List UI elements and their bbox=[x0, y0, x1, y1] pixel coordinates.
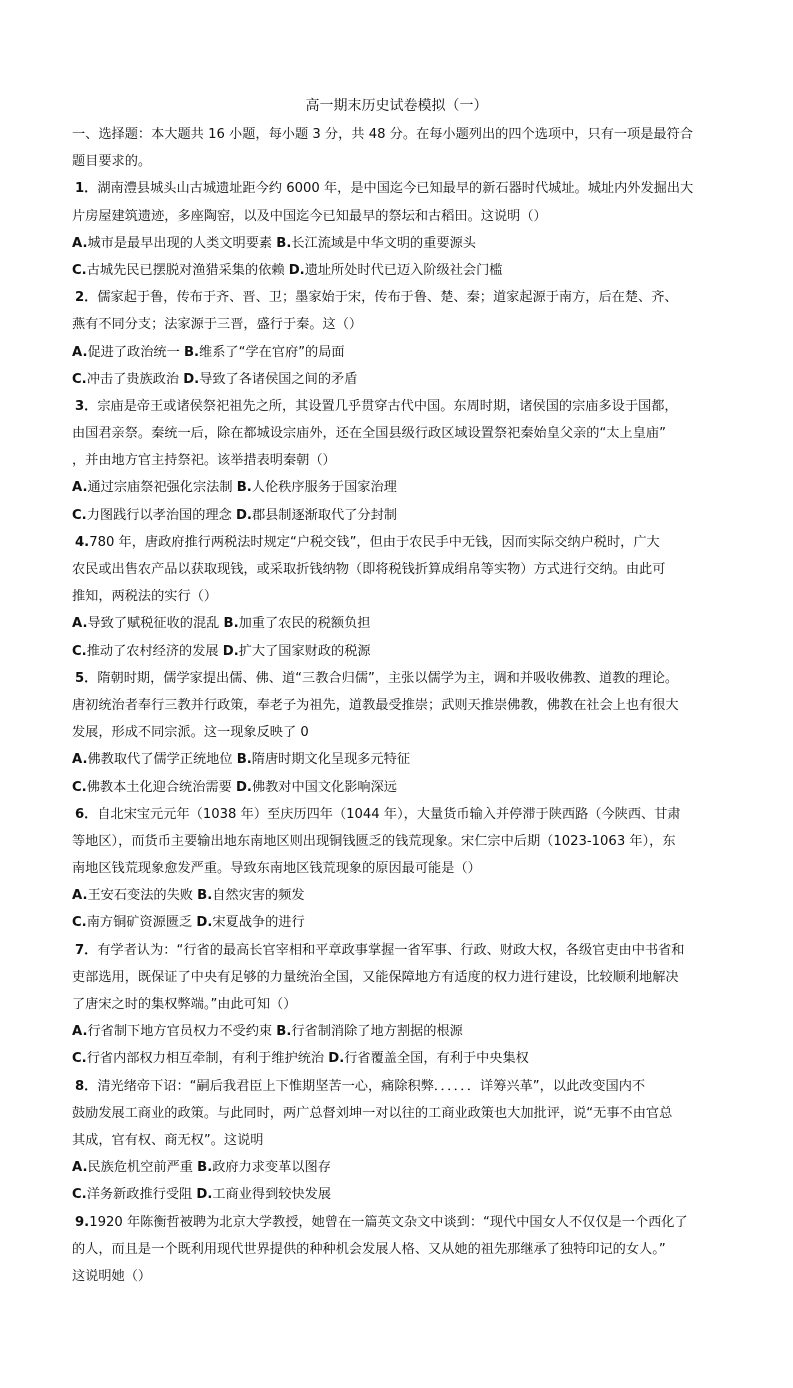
option-row bbox=[72, 257, 722, 284]
question-stem-line bbox=[72, 583, 722, 610]
option-key: A. bbox=[72, 480, 88, 496]
answer-option[interactable] bbox=[237, 752, 410, 767]
question-block bbox=[72, 1073, 722, 1209]
answer-option[interactable] bbox=[72, 508, 236, 523]
option-key: D. bbox=[235, 507, 252, 523]
option-key: D. bbox=[235, 779, 252, 795]
option-key: B. bbox=[236, 752, 252, 768]
option-text: 导致了赋税征收的混乱 bbox=[87, 616, 224, 632]
question-number: 2． bbox=[75, 290, 98, 306]
option-row bbox=[72, 746, 722, 773]
answer-option[interactable] bbox=[276, 236, 476, 251]
question-stem-line bbox=[72, 175, 722, 202]
question-stem-text: 鼓励发展工商业的政策。与此同时，两广总督刘坤一对以往的工商业政策也大加批评，说“无事不由官总 bbox=[72, 1105, 673, 1121]
option-key: C. bbox=[72, 915, 87, 931]
answer-option[interactable] bbox=[72, 236, 276, 251]
option-row bbox=[72, 909, 722, 936]
option-text: 行省制下地方官员权力不受约束 bbox=[87, 1024, 277, 1040]
option-row bbox=[72, 1018, 722, 1045]
question-stem-line bbox=[72, 855, 722, 882]
question-stem-line bbox=[72, 801, 722, 828]
question-stem-line bbox=[72, 311, 722, 338]
question-stem-text: 有学者认为：“行省的最高长官宰相和平章政事掌握一省军事、行政、财政大权，各级官吏由中书省和 bbox=[97, 942, 685, 958]
option-text: 佛教对中国文化影响深远 bbox=[251, 779, 397, 795]
option-text: 佛教本土化迎合统治需要 bbox=[86, 779, 236, 795]
option-text: 通过宗庙祭祀强化宗法制 bbox=[87, 480, 237, 496]
question-stem-text: 推知，两税法的实行（） bbox=[72, 589, 218, 605]
option-text: 扩大了国家财政的税源 bbox=[238, 643, 371, 659]
question-number: 5． bbox=[75, 670, 98, 686]
question-block bbox=[72, 393, 722, 529]
option-key: D. bbox=[222, 643, 239, 659]
question-stem-text: 宗庙是帝王或诸侯祭祀祖先之所，其设置几乎贯穿古代中国。东周时期，诸侯国的宗庙多设于国都， bbox=[97, 398, 678, 414]
question-stem-line bbox=[72, 1073, 722, 1100]
answer-option[interactable] bbox=[72, 888, 197, 903]
question-stem-line bbox=[72, 393, 722, 420]
question-stem-text: 780 年，唐政府推行两税法时规定“户税交钱”，但由于农民手中无钱，因而实际交纳户税时，广大 bbox=[89, 534, 660, 550]
question-stem-line bbox=[72, 1263, 722, 1290]
option-key: D. bbox=[196, 1187, 213, 1203]
option-row bbox=[72, 339, 722, 366]
answer-option[interactable] bbox=[197, 888, 304, 903]
question-stem-text: 农民或出售农产品以获取现钱，或采取折钱纳物（即将税钱折算成绢帛等实物）方式进行交纳。由此可 bbox=[72, 562, 666, 577]
option-key: B. bbox=[197, 888, 213, 904]
question-number: 1． bbox=[75, 181, 98, 197]
option-key: B. bbox=[223, 616, 239, 632]
option-text: 力图践行以孝治国的理念 bbox=[86, 507, 236, 523]
answer-option[interactable] bbox=[72, 372, 183, 387]
question-stem-line bbox=[72, 1209, 722, 1236]
question-block bbox=[72, 175, 722, 284]
question-stem-line bbox=[72, 1236, 722, 1263]
option-key: A. bbox=[72, 235, 88, 251]
answer-option[interactable] bbox=[236, 508, 397, 523]
answer-option[interactable] bbox=[72, 780, 236, 795]
question-stem-text: 片房屋建筑遗迹，多座陶窑，以及中国迄今已知最早的祭坛和古稻田。这说明（） bbox=[72, 208, 547, 224]
option-key: C. bbox=[72, 643, 87, 659]
option-row bbox=[72, 1045, 722, 1072]
question-stem-text: 吏部选用，既保证了中央有足够的力量统治全国，又能保障地方有适度的权力进行建设，比较顺利地解决 bbox=[72, 969, 679, 985]
section-header-line: 一、选择题：本大题共 16 小题，每小题 3 分，共 48 分。在每小题列出的四个选项中，只有一项是最符合 bbox=[72, 127, 693, 142]
answer-option[interactable] bbox=[72, 1051, 328, 1066]
question-number: 6． bbox=[75, 806, 98, 822]
answer-option[interactable] bbox=[237, 480, 397, 495]
answer-option[interactable] bbox=[72, 263, 289, 278]
answer-option[interactable] bbox=[289, 263, 503, 278]
option-key: D. bbox=[288, 262, 305, 278]
answer-option[interactable] bbox=[236, 780, 397, 795]
option-key: B. bbox=[276, 1024, 292, 1040]
answer-option[interactable] bbox=[224, 616, 371, 631]
option-text: 古城先民已摆脱对渔猎采集的依赖 bbox=[86, 262, 289, 278]
question-stem-line bbox=[72, 964, 722, 991]
option-text: 人伦秩序服务于国家治理 bbox=[251, 480, 397, 496]
option-row bbox=[72, 502, 722, 529]
question-stem-line bbox=[72, 665, 722, 692]
question-number: 9. bbox=[75, 1214, 90, 1230]
question-stem-line bbox=[72, 991, 722, 1018]
question-stem-text: 1920 年陈衡哲被聘为北京大学教授，她曾在一篇英文杂文中谈到：“现代中国女人不仅仅是一个西化了 bbox=[89, 1214, 688, 1230]
section-header-line: 题目要求的。 bbox=[72, 154, 152, 170]
option-text: 导致了各诸侯国之间的矛盾 bbox=[199, 371, 358, 387]
question-stem-text: 南地区钱荒现象愈发严重。导致东南地区钱荒现象的原因最可能是（） bbox=[72, 861, 481, 877]
question-stem-line bbox=[72, 447, 722, 474]
answer-option[interactable] bbox=[197, 1160, 331, 1175]
question-stem-line bbox=[72, 420, 722, 447]
option-text: 行省内部权力相互牵制，有利于维护统治 bbox=[86, 1051, 329, 1067]
question-number: 3． bbox=[75, 398, 98, 414]
question-stem-line bbox=[72, 529, 722, 556]
option-text: 政府力求变革以图存 bbox=[212, 1160, 331, 1176]
question-stem-text: ，并由地方官主持祭祀。该举措表明秦朝（） bbox=[72, 453, 336, 469]
option-text: 遗址所处时代已迈入阶级社会门槛 bbox=[304, 262, 503, 278]
option-key: B. bbox=[276, 235, 292, 251]
option-key: C. bbox=[72, 262, 87, 278]
option-text: 自然灾害的频发 bbox=[212, 888, 305, 904]
question-stem-line bbox=[72, 1100, 722, 1127]
option-key: D. bbox=[183, 371, 200, 387]
question-stem-text: 儒家起于鲁，传布于齐、晋、卫；墨家始于宋，传布于鲁、楚、秦；道家起源于南方，后在楚、齐、 bbox=[97, 290, 678, 306]
question-stem-line bbox=[72, 692, 722, 719]
answer-option[interactable] bbox=[196, 915, 304, 930]
question-stem-line bbox=[72, 203, 722, 230]
option-text: 城市是最早出现的人类文明要素 bbox=[87, 235, 277, 251]
option-row bbox=[72, 610, 722, 637]
option-text: 冲击了贵族政治 bbox=[86, 371, 184, 387]
answer-option[interactable] bbox=[183, 372, 357, 387]
option-text: 促进了政治统一 bbox=[87, 344, 184, 360]
option-key: C. bbox=[72, 371, 87, 387]
question-number: 7． bbox=[75, 942, 98, 958]
question-stem-text: 湖南澧县城头山古城遗址距今约 6000 年，是中国迄今已知最早的新石器时代城址。城址内外发掘出大 bbox=[97, 181, 694, 197]
question-stem-text: 的人，而且是一个既利用现代世界提供的种种机会发展人格、又从她的祖先那继承了独特印记的女人。” bbox=[72, 1241, 666, 1257]
option-row bbox=[72, 1154, 722, 1181]
answer-option[interactable] bbox=[72, 480, 237, 495]
answer-option[interactable] bbox=[72, 644, 223, 659]
option-key: A. bbox=[72, 1160, 88, 1176]
question-block bbox=[72, 937, 722, 1073]
question-stem-text: 燕有不同分支；法家源于三晋，盛行于秦。这（） bbox=[72, 317, 363, 333]
option-text: 王安石变法的失败 bbox=[87, 888, 198, 904]
question-stem-line bbox=[72, 719, 722, 746]
question-stem-line bbox=[72, 828, 722, 855]
question-stem-text: 隋朝时期，儒学家提出儒、佛、道“三教合归儒”，主张以儒学为主，调和并吸收佛教、道教的理论。 bbox=[97, 670, 679, 686]
question-stem-text: 其成，官有权、商无权”。这说明 bbox=[72, 1132, 264, 1148]
question-block bbox=[72, 1209, 722, 1291]
answer-option[interactable] bbox=[196, 1187, 331, 1202]
option-text: 洋务新政推行受阻 bbox=[86, 1187, 197, 1203]
question-stem-text: 发展，形成不同宗派。这一现象反映了 0 bbox=[72, 725, 309, 741]
option-text: 南方铜矿资源匮乏 bbox=[86, 915, 197, 931]
option-key: B. bbox=[183, 344, 200, 360]
question-number: 8． bbox=[75, 1078, 98, 1094]
option-row bbox=[72, 774, 722, 801]
question-block bbox=[72, 529, 722, 665]
option-key: A. bbox=[72, 616, 88, 632]
page-title: 高一期末历史试卷模拟（一） bbox=[305, 98, 488, 114]
option-text: 郡县制逐渐取代了分封制 bbox=[251, 507, 397, 523]
option-text: 加重了农民的税额负担 bbox=[238, 616, 371, 632]
option-text: 维系了“学在官府”的局面 bbox=[199, 344, 345, 360]
question-stem-text: 自北宋宝元元年（1038 年）至庆历四年（1044 年），大量货币输入并停滞于陕西路（今陕西、甘肃 bbox=[97, 806, 681, 822]
answer-option[interactable] bbox=[72, 1024, 276, 1039]
question-list bbox=[72, 121, 722, 1290]
question-block bbox=[72, 284, 722, 393]
answer-option[interactable] bbox=[72, 1187, 196, 1202]
option-text: 行省覆盖全国，有利于中央集权 bbox=[344, 1051, 529, 1067]
option-text: 宋夏战争的进行 bbox=[212, 915, 305, 931]
question-stem-text: 清光绪帝下诏：“嗣后我君臣上下惟期坚苦一心，痛除积弊．．．．．．详筹兴革”，以此改变国内不 bbox=[97, 1078, 646, 1094]
option-key: B. bbox=[197, 1160, 213, 1176]
option-text: 工商业得到较快发展 bbox=[212, 1187, 332, 1203]
option-row bbox=[72, 882, 722, 909]
answer-option[interactable] bbox=[72, 752, 237, 767]
option-row bbox=[72, 230, 722, 257]
option-row bbox=[72, 638, 722, 665]
option-text: 民族危机空前严重 bbox=[87, 1160, 198, 1176]
question-stem-text: 唐初统治者奉行三教并行政策，奉老子为祖先，道教最受推崇；武则天推崇佛教，佛教在社会上也有很大 bbox=[72, 697, 679, 713]
option-key: C. bbox=[72, 1187, 87, 1203]
answer-option[interactable] bbox=[72, 1160, 197, 1175]
question-stem-line bbox=[72, 284, 722, 311]
question-number: 4. bbox=[75, 534, 90, 550]
option-key: A. bbox=[72, 1024, 88, 1040]
option-key: C. bbox=[72, 507, 87, 523]
question-stem-text: 等地区），而货币主要输出地东南地区则出现铜钱匮乏的钱荒现象。宋仁宗中后期（1023-1063 年），东 bbox=[72, 833, 676, 849]
question-stem-line bbox=[72, 937, 722, 964]
option-text: 推动了农村经济的发展 bbox=[86, 643, 223, 659]
option-text: 隋唐时期文化呈现多元特征 bbox=[251, 752, 411, 768]
answer-option[interactable] bbox=[223, 644, 371, 659]
option-key: A. bbox=[72, 888, 88, 904]
question-block bbox=[72, 665, 722, 801]
option-text: 行省制消除了地方割据的根源 bbox=[291, 1024, 463, 1040]
answer-option[interactable] bbox=[276, 1024, 463, 1039]
option-key: D. bbox=[328, 1051, 345, 1067]
option-text: 长江流域是中华文明的重要源头 bbox=[291, 235, 476, 251]
option-text: 佛教取代了儒学正统地位 bbox=[87, 752, 237, 768]
answer-option[interactable] bbox=[328, 1051, 529, 1066]
option-key: B. bbox=[236, 480, 252, 496]
answer-option[interactable] bbox=[72, 345, 184, 360]
question-stem-text: 这说明她（） bbox=[72, 1268, 152, 1284]
question-stem-text: 了唐宋之时的集权弊端。”由此可知（） bbox=[72, 997, 297, 1012]
answer-option[interactable] bbox=[72, 616, 224, 631]
option-row bbox=[72, 474, 722, 501]
option-key: A. bbox=[72, 344, 88, 360]
question-stem-line bbox=[72, 556, 722, 583]
option-key: A. bbox=[72, 752, 88, 768]
option-row bbox=[72, 366, 722, 393]
answer-option[interactable] bbox=[184, 345, 345, 360]
option-key: D. bbox=[196, 915, 213, 931]
answer-option[interactable] bbox=[72, 915, 196, 930]
option-key: C. bbox=[72, 779, 87, 795]
question-block bbox=[72, 801, 722, 937]
option-row bbox=[72, 1181, 722, 1208]
question-stem-text: 由国君亲祭。秦统一后，除在都城设宗庙外，还在全国县级行政区域设置祭祀秦始皇父亲的“太上皇庙” bbox=[72, 426, 666, 442]
option-key: C. bbox=[72, 1051, 87, 1067]
question-stem-line bbox=[72, 1127, 722, 1154]
